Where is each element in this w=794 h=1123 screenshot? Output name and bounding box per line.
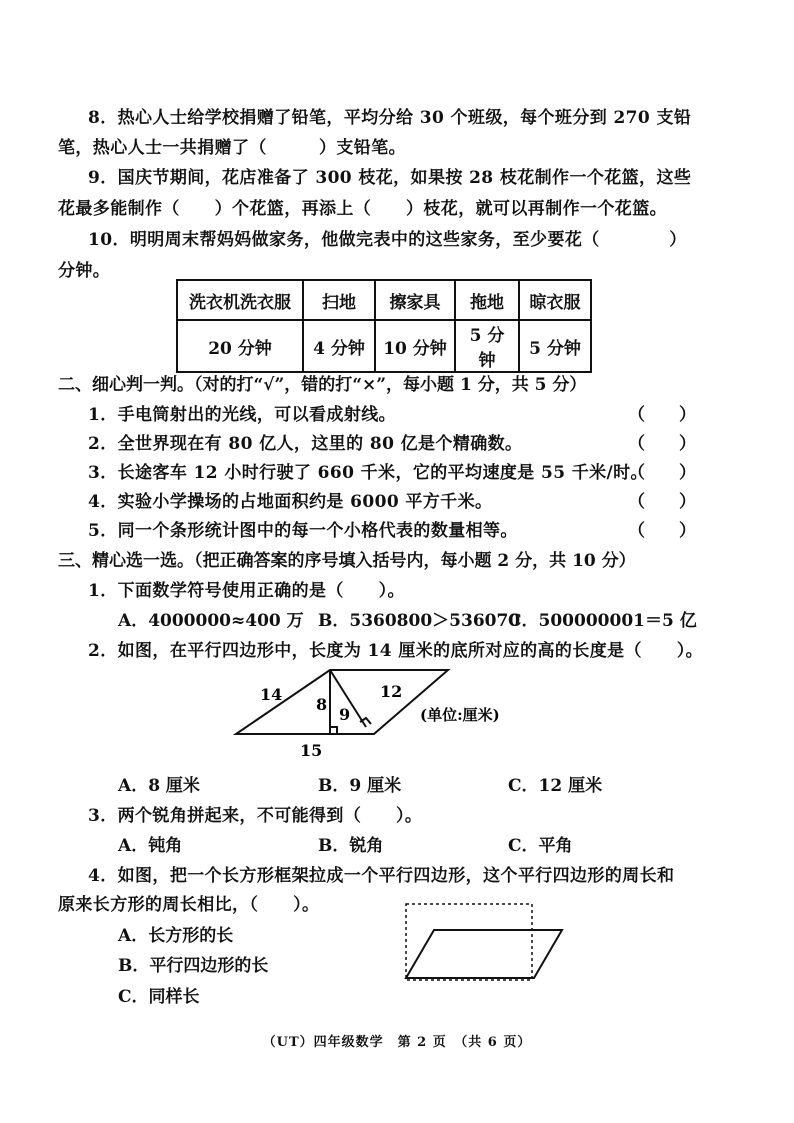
- table-header-cell: 洗衣机洗衣服: [177, 280, 303, 320]
- table-cell: 5 分钟: [519, 320, 591, 372]
- unit-label: (单位:厘米): [420, 706, 500, 724]
- rectangle-parallelogram-figure: [400, 900, 570, 986]
- answer-paren[interactable]: （ ）: [628, 434, 696, 454]
- choose-q2-option-a[interactable]: A．8 厘米: [118, 776, 200, 796]
- rectangle-dashed-outline: [406, 904, 532, 980]
- judge-heading: 二、细心判一判。（对的打“√”，错的打“×”，每小题 1 分，共 5 分）: [58, 375, 587, 395]
- page-footer: （UT）四年级数学 第 2 页 （共 6 页）: [262, 1035, 532, 1050]
- choose-q1-option-b[interactable]: B．5360800＞536070: [318, 611, 521, 631]
- label-15: 15: [300, 741, 323, 760]
- choose-q2-stem: 2．如图，在平行四边形中，长度为 14 厘米的底所对应的高的长度是（ ）。: [88, 641, 704, 661]
- answer-paren[interactable]: （ ）: [628, 405, 696, 425]
- choose-q2-option-b[interactable]: B．9 厘米: [318, 776, 402, 796]
- q8-line2: 笔，热心人士一共捐赠了（ ）支铅笔。: [58, 138, 406, 158]
- choose-q3-option-c[interactable]: C．平角: [508, 836, 573, 856]
- table-header-cell: 擦家具: [375, 280, 455, 320]
- table-cell: 20 分钟: [177, 320, 303, 372]
- answer-paren[interactable]: （ ）: [628, 521, 696, 541]
- choose-q1-stem: 1．下面数学符号使用正确的是（ ）。: [88, 581, 405, 601]
- answer-paren[interactable]: （ ）: [628, 492, 696, 512]
- choose-q2-option-c[interactable]: C．12 厘米: [508, 776, 603, 796]
- table-cell: 4 分钟: [303, 320, 375, 372]
- q10-line2: 分钟。: [58, 261, 111, 281]
- table-cell: 5 分钟: [455, 320, 519, 372]
- parallelogram-figure: [220, 664, 520, 764]
- q9-line2: 花最多能制作（ ）个花篮，再添上（ ）枝花，就可以再制作一个花篮。: [58, 199, 667, 219]
- chores-table: [176, 279, 592, 373]
- choose-q4-option-b[interactable]: B．平行四边形的长: [118, 956, 269, 976]
- q10-line1: 10．明明周末帮妈妈做家务，他做完表中的这些家务，至少要花（ ）: [88, 230, 687, 250]
- judge-item-5: 5．同一个条形统计图中的每一个小格代表的数量相等。: [88, 521, 518, 541]
- label-9: 9: [339, 705, 351, 724]
- q8-line1: 8．热心人士给学校捐赠了铅笔，平均分给 30 个班级，每个班分到 270 支铅: [88, 108, 692, 128]
- choose-q4-stem-line2: 原来长方形的周长相比，（ ）。: [58, 895, 320, 915]
- parallelogram-solid-outline: [406, 930, 562, 978]
- judge-item-4: 4．实验小学操场的占地面积约是 6000 平方千米。: [88, 492, 493, 512]
- right-angle-mark: [330, 727, 337, 734]
- choose-q4-stem-line1: 4．如图，把一个长方形框架拉成一个平行四边形，这个平行四边形的周长和: [88, 866, 675, 886]
- q9-line1: 9．国庆节期间，花店准备了 300 枝花，如果按 28 枝花制作一个花篮，这些: [88, 168, 692, 188]
- choose-q4-option-c[interactable]: C．同样长: [118, 987, 200, 1007]
- choose-q3-option-b[interactable]: B．锐角: [318, 836, 384, 856]
- choose-heading: 三、精心选一选。（把正确答案的序号填入括号内，每小题 2 分，共 10 分）: [58, 551, 636, 571]
- table-row: [177, 280, 591, 320]
- judge-item-3: 3．长途客车 12 小时行驶了 660 千米，它的平均速度是 55 千米/时。: [88, 463, 648, 483]
- choose-q4-option-a[interactable]: A．长方形的长: [118, 926, 234, 946]
- table-header-cell: 拖地: [455, 280, 519, 320]
- table-row: [177, 320, 591, 372]
- label-14: 14: [260, 685, 283, 704]
- label-8: 8: [316, 695, 328, 714]
- table-header-cell: 晾衣服: [519, 280, 591, 320]
- judge-item-2: 2．全世界现在有 80 亿人，这里的 80 亿是个精确数。: [88, 434, 523, 454]
- answer-paren[interactable]: （ ）: [628, 463, 696, 483]
- table-header-cell: 扫地: [303, 280, 375, 320]
- judge-item-1: 1．手电筒射出的光线，可以看成射线。: [88, 405, 397, 425]
- table-cell: 10 分钟: [375, 320, 455, 372]
- choose-q3-option-a[interactable]: A．钝角: [118, 836, 183, 856]
- choose-q3-stem: 3．两个锐角拼起来，不可能得到（ ）。: [88, 806, 423, 826]
- choose-q1-option-c[interactable]: C．500000001＝5 亿: [508, 611, 697, 631]
- label-12: 12: [380, 682, 403, 701]
- choose-q1-option-a[interactable]: A．4000000≈400 万: [118, 611, 304, 631]
